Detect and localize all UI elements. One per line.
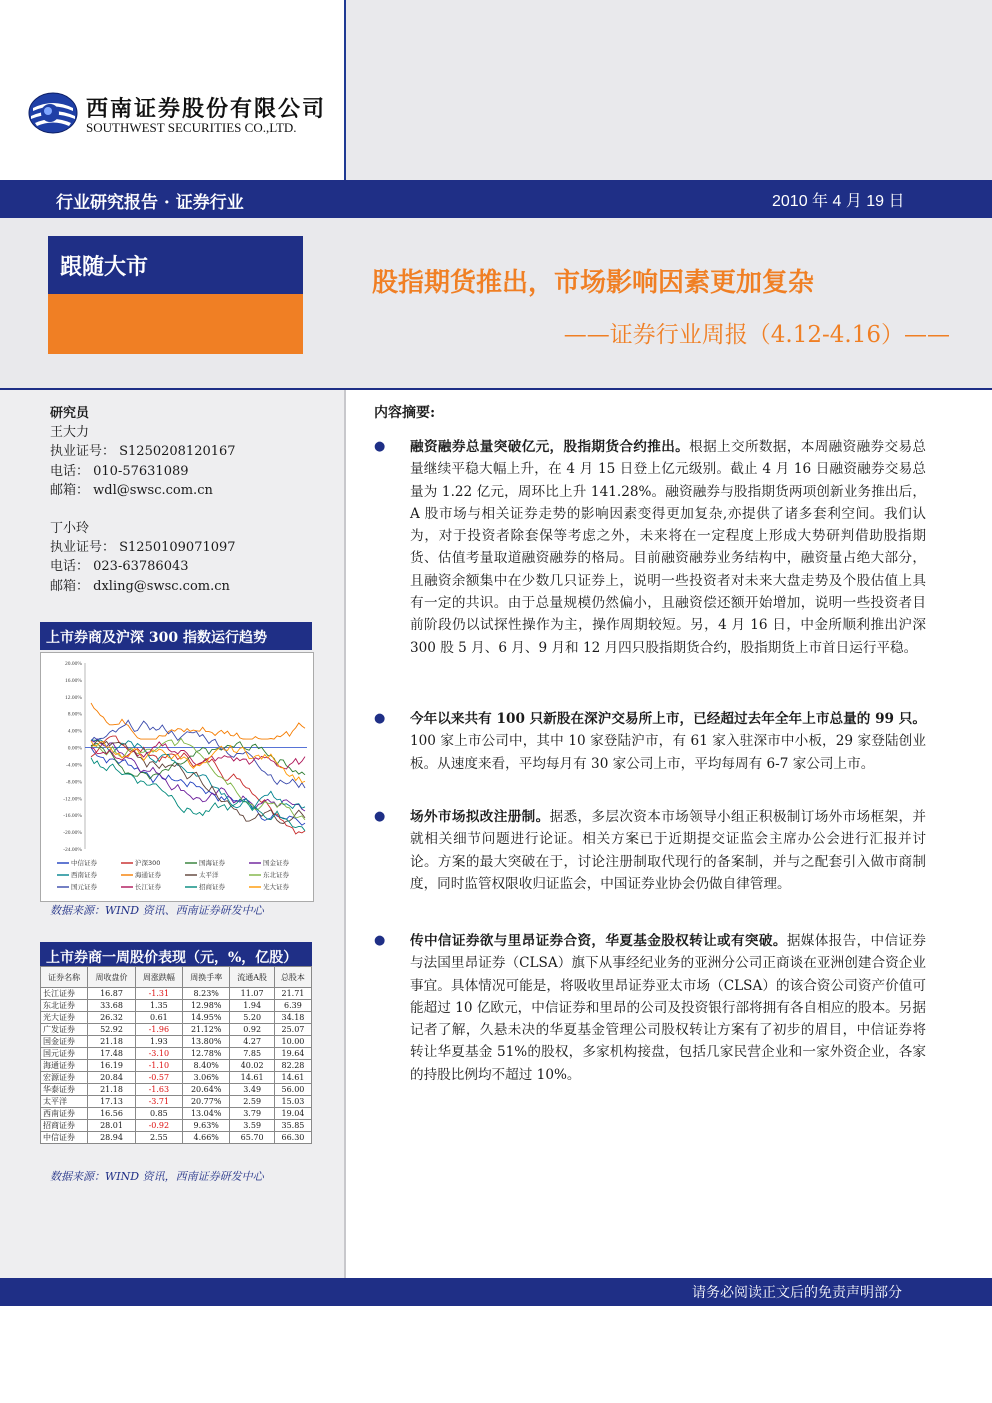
summary-item-body: 据媒体报告，中信证券与法国里昂证券（CLSA）旗下从事经纪业务的亚洲分公司正商谈在亚洲创建合资企业事宜。具体情况可能是，将吸收里昂证券亚太市场（CLSA）的该合资公司资产价值可能超过 10 亿欧元，中信证券和里昂的公司及投资银行部将拥有各自相应的股本。另据记者了解，久悬未决的华夏基金管理公司股权转让方案有了初步的眉目，中信证券将转让华夏基金 51%的股权，多家机构接盘，包括几家民营企业和一家外资企业，各家的持股比例均不超过 10%。 [410,933,927,1083]
chart-section-heading: 上市券商及沪深 300 指数运行趋势 [40,622,312,650]
table-cell: 65.70 [230,1132,275,1144]
analyst-email: 邮箱： dxling@swsc.com.cn [50,578,230,594]
table-cell: 16.87 [88,988,135,1000]
table-cell: 7.85 [230,1048,275,1060]
table-row [41,1084,312,1096]
header-right-area [346,0,992,180]
y-tick-label: 16.00% [65,677,82,684]
table-cell: 33.68 [88,1000,135,1012]
table-cell: 20.84 [88,1072,135,1084]
table-cell: 26.32 [88,1012,135,1024]
table-cell: 8.23% [183,988,230,1000]
table-cell-name: 国金证券 [41,1036,88,1048]
table-header-cell: 周收盘价 [88,967,135,988]
table-cell: 40.02 [230,1060,275,1072]
table-row [41,1036,312,1048]
table-row [41,1132,312,1144]
table-row [41,1012,312,1024]
table-cell-name: 广发证券 [41,1024,88,1036]
table-cell-name: 西南证券 [41,1108,88,1120]
report-subtitle: ——证券行业周报（4.12-4.16）—— [563,322,950,348]
summary-item-lead: 今年以来共有 100 只新股在深沪交易所上市，已经超过去年全年上市总量的 99 只。 [410,711,926,727]
summary-item-lead: 融资融券总量突破亿元，股指期货合约推出。 [410,439,690,455]
bullet-icon: ● [374,711,386,726]
table-cell: 21.12% [183,1024,230,1036]
table-cell: 3.49 [230,1084,275,1096]
legend-label: 中信证券 [71,859,97,867]
table-cell: 14.95% [183,1012,230,1024]
legend-label: 光大证券 [263,883,289,891]
table-cell: 17.48 [88,1048,135,1060]
table-cell: 8.40% [183,1060,230,1072]
rating-accent [48,294,303,354]
table-cell: 10.00 [274,1036,311,1048]
table-cell: 11.07 [230,988,275,1000]
table-cell: -3.10 [135,1048,182,1060]
analyst-email: 邮箱： wdl@swsc.com.cn [50,482,213,498]
table-cell: 6.39 [274,1000,311,1012]
table-cell: 82.28 [274,1060,311,1072]
y-tick-label: 20.00% [65,661,82,667]
legend-label: 国元证券 [71,883,97,891]
table-header-row [41,967,312,988]
company-name-en: SOUTHWEST SECURITIES CO.,LTD. [86,120,297,135]
bullet-icon: ● [374,933,386,948]
analyst-phone: 电话： 010-57631089 [50,463,189,479]
header-divider [344,0,346,180]
table-cell: 3.79 [230,1108,275,1120]
table-cell: 52.92 [88,1024,135,1036]
bullet-icon: ● [374,439,386,454]
table-cell: 5.20 [230,1012,275,1024]
y-tick-label: -20.00% [63,830,82,837]
table-cell: -1.31 [135,988,182,1000]
table-cell-name: 太平洋 [41,1096,88,1108]
table-cell: 0.92 [230,1024,275,1036]
table-cell: 1.35 [135,1000,182,1012]
table-cell-name: 东北证券 [41,1000,88,1012]
table-row [41,1024,312,1036]
table-cell: 0.85 [135,1108,182,1120]
table-cell: 0.61 [135,1012,182,1024]
table-cell: 21.18 [88,1036,135,1048]
table-header-cell: 证券名称 [41,967,88,988]
y-tick-label: 4.00% [67,728,82,735]
table-header-cell: 总股本 [274,967,311,988]
legend-label: 海通证券 [135,871,161,879]
table-cell: 14.61 [274,1072,311,1084]
table-header-cell: 流通A股 [230,967,275,988]
legend-label: 长江证券 [135,883,161,891]
summary-item-lead: 场外市场拟改注册制。 [410,809,550,825]
table-cell: 3.59 [230,1120,275,1132]
table-cell-name: 长江证券 [41,988,88,1000]
table-cell: 2.59 [230,1096,275,1108]
footer-disclaimer: 请务必阅读正文后的免责声明部分 [692,1285,902,1301]
summary-item-lead: 传中信证券欲与里昂证券合资，华夏基金股权转让或有突破。 [410,933,787,949]
table-cell: 14.61 [230,1072,275,1084]
table-cell: -1.10 [135,1060,182,1072]
table-cell: 19.04 [274,1108,311,1120]
table-cell: 20.77% [183,1096,230,1108]
table-header-cell: 周涨跌幅 [135,967,182,988]
summary-item [374,930,926,1086]
table-cell: 12.78% [183,1048,230,1060]
legend-label: 招商证券 [199,883,225,891]
table-source: 数据来源：WIND 资讯，西南证券研发中心 [50,1170,264,1183]
legend-label: 西南证券 [71,871,97,879]
rating-label: 跟随大市 [48,236,303,294]
table-section-heading: 上市券商一周股价表现（元，%，亿股） [40,942,312,966]
rating-card [48,236,303,354]
table-cell: 15.03 [274,1096,311,1108]
table-row [41,1072,312,1084]
table-cell: 34.18 [274,1012,311,1024]
table-row [41,1000,312,1012]
chart-source: 数据来源：WIND 资讯、西南证券研发中心 [50,904,264,917]
table-cell: 4.27 [230,1036,275,1048]
price-table-wrap [40,966,312,1144]
summary-item-body: 100 家上市公司中，其中 10 家登陆沪市，有 61 家入驻深市中小板，29 家登陆创业板。从速度来看，平均每月有 30 家公司上市，平均每周有 6-7 家公司上市。 [410,733,926,772]
table-cell: 12.98% [183,1000,230,1012]
table-cell: 3.06% [183,1072,230,1084]
analyst-license: 执业证号： S1250109071097 [50,540,236,556]
table-cell-name: 国元证券 [41,1048,88,1060]
y-tick-label: 12.00% [65,694,82,701]
company-logo [27,90,79,136]
y-tick-label: -4.00% [65,762,82,769]
summary-item [374,436,926,659]
table-cell: -1.96 [135,1024,182,1036]
table-cell-name: 招商证券 [41,1120,88,1132]
table-header-cell: 周换手率 [183,967,230,988]
legend-label: 国海证券 [199,859,225,867]
y-tick-label: 8.00% [67,711,82,718]
table-cell: 13.04% [183,1108,230,1120]
table-row [41,988,312,1000]
table-cell: 21.18 [88,1084,135,1096]
y-tick-label: -12.00% [63,796,82,803]
table-cell: -1.63 [135,1084,182,1096]
table-cell: -0.57 [135,1072,182,1084]
y-tick-label: -8.00% [65,779,82,786]
analyst-phone: 电话： 023-63786043 [50,559,189,575]
analyst-license: 执业证号： S1250208120167 [50,444,236,460]
analyst-name: 王大力 [50,425,90,441]
report-type: 行业研究报告 · 证券行业 [56,193,244,213]
analysts-heading: 研究员 [50,406,90,421]
y-tick-label: 0.00% [67,745,82,752]
table-cell: 21.71 [274,988,311,1000]
table-cell: 35.85 [274,1120,311,1132]
table-row [41,1060,312,1072]
table-cell-name: 海通证券 [41,1060,88,1072]
legend-label: 沪深300 [135,859,161,867]
report-date: 2010 年 4 月 19 日 [772,193,905,210]
table-cell: 28.01 [88,1120,135,1132]
table-row [41,1108,312,1120]
report-title: 股指期货推出，市场影响因素更加复杂 [372,268,815,298]
table-cell: 20.64% [183,1084,230,1096]
summary-item [374,708,926,775]
table-cell: 16.19 [88,1060,135,1072]
trend-chart-svg [41,653,313,901]
legend-label: 国金证券 [263,859,289,867]
table-cell: 13.80% [183,1036,230,1048]
analyst-name: 丁小玲 [50,521,90,537]
table-row [41,1096,312,1108]
price-table [40,966,312,1144]
table-cell: 66.30 [274,1132,311,1144]
table-cell-name: 宏源证券 [41,1072,88,1084]
summary-item [374,806,926,895]
y-tick-label: -24.00% [63,847,82,853]
legend-label: 东北证券 [263,871,289,879]
table-cell: -0.92 [135,1120,182,1132]
table-cell: 19.64 [274,1048,311,1060]
company-name-cn: 西南证券股份有限公司 [86,96,327,122]
table-cell-name: 华泰证券 [41,1084,88,1096]
legend-label: 太平洋 [199,871,219,879]
table-cell: 1.93 [135,1036,182,1048]
bullet-icon: ● [374,809,386,824]
table-cell: -3.71 [135,1096,182,1108]
table-cell-name: 光大证券 [41,1012,88,1024]
summary-item-body: 据悉，多层次资本市场领导小组正积极制订场外市场框架，并就相关细节问题进行论证。相关方案已于近期提交证监会主席办公会进行汇报并讨论。方案的最大突破在于，讨论注册制取代现行的备案制，并与之配套引入做市商制度，同时监管权限收归证监会，中国证券业协会仍做自律管理。 [410,809,927,892]
table-cell: 2.55 [135,1132,182,1144]
table-cell: 56.00 [274,1084,311,1096]
summary-heading: 内容摘要: [374,405,436,421]
table-cell: 9.63% [183,1120,230,1132]
table-cell: 16.56 [88,1108,135,1120]
y-tick-label: -16.00% [63,813,82,820]
table-cell-name: 中信证券 [41,1132,88,1144]
analysts-block [50,404,330,596]
table-cell: 28.94 [88,1132,135,1144]
trend-chart [40,652,314,902]
table-cell: 17.13 [88,1096,135,1108]
table-cell: 25.07 [274,1024,311,1036]
column-divider [344,390,346,1278]
table-row [41,1048,312,1060]
table-row [41,1120,312,1132]
table-cell: 4.66% [183,1132,230,1144]
table-cell: 1.94 [230,1000,275,1012]
summary-item-body: 根据上交所数据，本周融资融券交易总量继续平稳大幅上升，在 4 月 15 日登上亿元级别。截止 4 月 16 日融资融券交易总量为 1.22 亿元，周环比上升 141.28%。融资融券与股指期货两项创新业务推出后，A 股市场与相关证券走势的影响因素变得更加复杂,亦提供了诸多套利空间。我们认为，对于投资者除套保等考虑之外，未来将在一定程度上形成大势研判借助股指期货、估值考量取道融资融券的格局。目前融资融券业务结构中，融资量占绝大部分，且融资余额集中在少数几只证券上，说明一些投资者对未来大盘走势及个股估值上具有一定的共识。由于总量规模仍然偏小，且融资偿还额开始增加，说明一些投资者目前阶段仍以试探性操作为主，操作周期较短。另，4 月 16 日，中金所顺利推出沪深 300 股 5 月、6 月、9 月和 12 月四只股指期货合约，股指期货上市首日运行平稳。 [410,439,927,656]
